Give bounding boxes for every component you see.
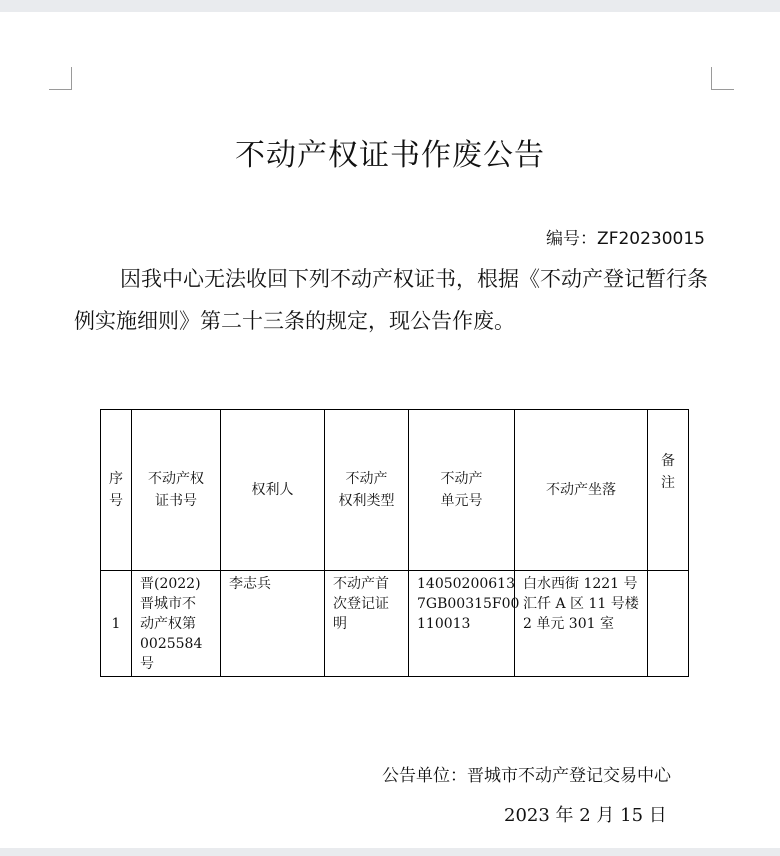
header-owner-line1: 权利人 [251,482,294,498]
header-cert-number [132,410,221,571]
cert-line: 0025584 号 [140,636,203,672]
header-type-line1: 不动产 [345,471,388,487]
document-number-label: 编号： [546,229,598,249]
document-title: 不动产权证书作废公告 [235,138,545,173]
unit-line: 110013 [417,616,471,632]
cell-location [515,571,648,677]
location-line: 2 单元 301 室 [523,616,614,632]
header-location [515,410,648,571]
unit-line: 7GB00315F00 [417,596,520,612]
header-location-line1: 不动产坐落 [546,482,616,498]
header-owner [221,410,325,571]
header-remark-line2: 注 [661,475,675,491]
cell-unit-number [409,571,520,677]
header-right-type [325,410,409,571]
header-remark [648,410,689,571]
announcement-body: 因我中心无法收回下列不动产权证书，根据《不动产登记暂行条例实施细则》第二十三条的规定，现公告作废。 [74,267,708,333]
table-header-row [101,410,689,571]
location-line: 白水西街 1221 号 [523,576,638,592]
cell-owner: 李志兵 [221,571,325,677]
margin-corner-top-right [711,67,734,90]
cell-right-type [325,571,409,677]
cert-line: 动产权第 [140,616,196,632]
issue-date: 2023 年 2 月 15 日 [504,805,667,826]
type-line: 不动产首 [333,576,389,592]
header-seq-line2: 号 [109,493,123,509]
cert-line: 晋城市不 [140,596,196,612]
unit-line: 14050200613 [417,576,515,592]
header-unit-number [409,410,515,571]
header-unit-line1: 不动产 [440,471,483,487]
header-seq-line1: 序 [109,471,123,487]
type-line: 明 [333,616,347,632]
header-seq [101,410,132,571]
header-remark-line1: 备 [661,453,675,469]
header-cert-line2: 证书号 [155,493,197,509]
cell-cert-number [132,571,221,677]
cell-remark [648,571,689,677]
margin-corner-top-left [49,67,72,90]
cell-seq: 1 [101,571,132,677]
type-line: 次登记证 [333,596,389,612]
header-type-line2: 权利类型 [338,493,395,509]
table-row [101,571,689,677]
location-line: 汇仟 A 区 11 号楼 [523,596,639,612]
header-cert-line1: 不动产权 [148,471,204,487]
document-number-value: ZF20230015 [597,229,705,249]
certificate-table [100,409,689,677]
header-unit-line2: 单元号 [440,493,483,509]
cert-line: 晋(2022) [140,576,201,592]
document-number [546,224,705,249]
issuing-unit: 公告单位：晋城市不动产登记交易中心 [382,766,671,786]
document-page [0,12,780,848]
